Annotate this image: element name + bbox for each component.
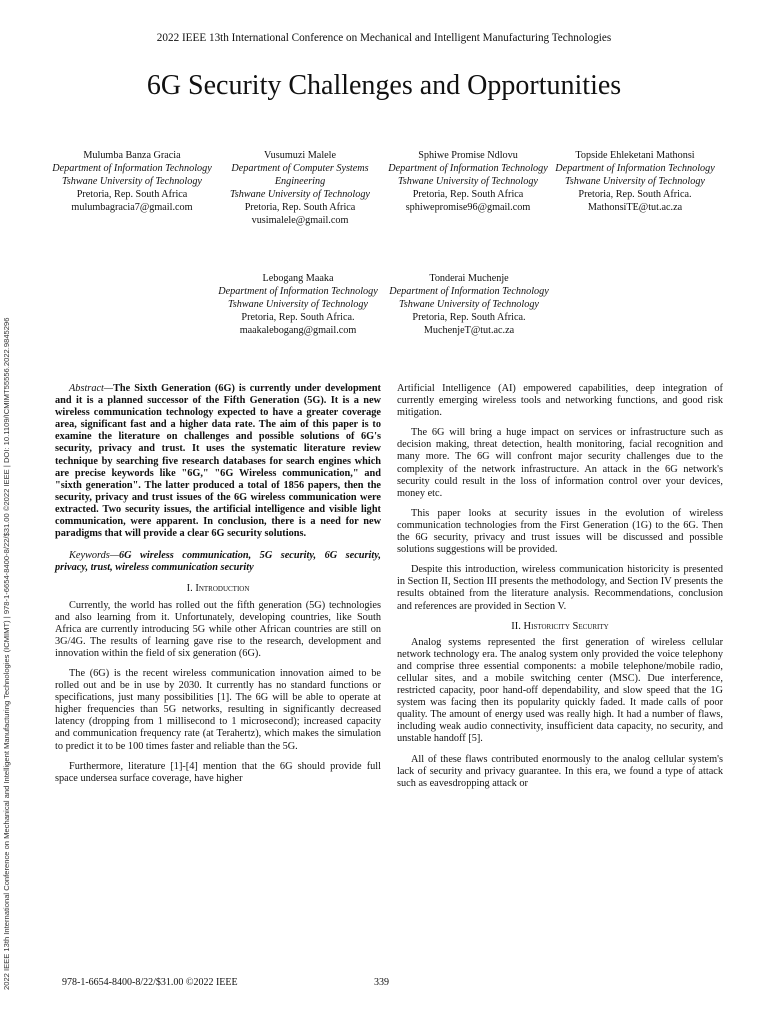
keywords-label: Keywords—: [69, 550, 119, 562]
left-column: [55, 383, 381, 793]
author-city: Pretoria, Rep. South Africa: [412, 189, 524, 200]
author-city: Pretoria, Rep. South Africa.: [578, 189, 692, 200]
side-doi-text: 2022 IEEE 13th International Conference on Mechanical and Intelligent Manufacturing Technologies (ICMIMT) | 978-1-6654-8400-8/22/$31.00 ©2022 IEEE | DOI: 10.1109/ICMIMT55556.2022.9845296: [2, 317, 11, 990]
paragraph: Despite this introduction, wireless communication historicity is presented in Section II, Section III presents the methodology, and Section IV presents the results obtained from the literature analysis. Recommendations, conclusion and references are provided in Section V.: [397, 564, 723, 612]
keywords: [55, 550, 381, 574]
author-city: Pretoria, Rep. South Africa.: [412, 312, 526, 323]
author-name: Sphiwe Promise Ndlovu: [418, 150, 518, 161]
author-email: vusimalele@gmail.com: [251, 215, 349, 226]
author-block: [213, 272, 383, 337]
page-number: 339: [374, 977, 389, 988]
paragraph: Artificial Intelligence (AI) empowered capabilities, deep integration of currently emerging wireless tools and networking functions, and good risk mitigation.: [397, 383, 723, 419]
paragraph: Analog systems represented the first generation of wireless cellular network technology era. The analog system only provided the voice telephony and comprise three essential components: a mobile telephone/mobile radio, cellular sites, and a mobile switching center (MSC). Due interference, restricted capacity, poor hand-off dependability, and slow speed that the 1G system was facing then its popularity quickly faded. It made calls of poor quality. The amount of energy used was really high. It had a number of flaws, including weak audio connectivity, insufficient data capacity, no security, and unstable handoff [5].: [397, 636, 723, 745]
conference-header: 2022 IEEE 13th International Conference on Mechanical and Intelligent Manufacturing Technologies: [156, 32, 612, 44]
paragraph: This paper looks at security issues in the evolution of wireless communication technologies from the First Generation (1G) to the 6G. Then the 6G security, privacy and trust issues will be discussed and possible solutions suggestions will be provided.: [397, 507, 723, 556]
author-block: [383, 149, 553, 214]
paragraph: Furthermore, literature [1]-[4] mention that the 6G should provide full space undersea surface coverage, have higher: [55, 760, 381, 784]
author-block: [215, 149, 385, 227]
paragraph: All of these flaws contributed enormously to the analog cellular system's lack of security and privacy guarantee. In this era, we found a type of attack such as eavesdropping attack or: [397, 753, 723, 789]
author-email: mulumbagracia7@gmail.com: [71, 202, 193, 213]
author-email: MuchenjeT@tut.ac.za: [423, 325, 515, 336]
author-dept: Department of Information Technology: [388, 163, 548, 174]
author-university: Tshwane University of Technology: [398, 176, 538, 187]
author-university: Tshwane University of Technology: [62, 176, 202, 187]
author-city: Pretoria, Rep. South Africa: [244, 202, 356, 213]
author-dept: Department of Information Technology: [52, 163, 212, 174]
author-university: Tshwane University of Technology: [230, 189, 370, 200]
author-block: [550, 149, 720, 214]
paragraph: Currently, the world has rolled out the fifth generation (5G) technologies and also learning from it. Unfortunately, developing countries, like South Africa are currently introducing 5G while other African countries are still on 3G/4G. The results of learning gave rise to the research, development and innovation within the field of six generation (6G).: [55, 599, 381, 659]
paper-title: 6G Security Challenges and Opportunities: [146, 70, 622, 101]
author-block: [384, 272, 554, 337]
right-column: [397, 383, 723, 798]
author-block: [47, 149, 217, 214]
author-city: Pretoria, Rep. South Africa: [76, 189, 188, 200]
author-university: Tshwane University of Technology: [228, 299, 368, 310]
author-dept: Department of Information Technology: [218, 286, 378, 297]
footer-isbn: 978-1-6654-8400-8/22/$31.00 ©2022 IEEE: [62, 977, 238, 988]
abstract-text: The Sixth Generation (6G) is currently under development and it is a planned successor of the Fifth Generation (5G). It is a new wireless communication technology expected to have a greater coverage area, significant fast and a higher data rate. The aim of this paper is to examine the literature on challenges and possible solutions of 6G's security, privacy and trust. It uses the systematic literature review technique by searching five research databases for search engines which are precise keywords like "6G," "6G Wireless communication," and "sixth generation". The latter produced a total of 1856 papers, then the security, privacy and trust issues of the 6G wireless communication were extracted. Two security issues, the artificial intelligence and visible light communication, were apparent. In conclusion, there is a need for new paradigms that will provide a clear 6G security solutions.: [55, 383, 381, 540]
author-name: Lebogang Maaka: [262, 273, 334, 284]
author-city: Pretoria, Rep. South Africa.: [241, 312, 355, 323]
author-university: Tshwane University of Technology: [399, 299, 539, 310]
author-email: sphiwepromise96@gmail.com: [405, 202, 531, 213]
author-name: Vusumuzi Malele: [263, 150, 337, 161]
author-dept: Department of Information Technology: [389, 286, 549, 297]
paragraph: The (6G) is the recent wireless communication innovation aimed to be rolled out and be in use by 2030. It currently has no standard functions or specifications, just many possibilities [1]. The 6G will be able to operate at higher frequencies than 5G networks, resulting in significantly decreased latency (dropping from 1 millisecond to 1 microsecond); increased capacity and communication frequency rate (at Terahertz), which makes the simulation to predict it to be 100 times faster and reliable than the 5G.: [55, 667, 381, 752]
section-heading-introduction: I. Introduction: [186, 583, 250, 595]
paragraph: The 6G will bring a huge impact on services or infrastructure such as decision making, threat detection, health monitoring, facial recognition and many more. The 6G will confront major security challenges due to the complexity of the network infrastructure. An attack in the 6G network's security could result in the loss of information control over your devices, money etc.: [397, 427, 723, 499]
keywords-text: 6G wireless communication, 5G security, 6G security, privacy, trust, wireless communication security: [55, 550, 381, 574]
author-email: MathonsiTE@tut.ac.za: [587, 202, 683, 213]
author-name: Topside Ehleketani Mathonsi: [575, 150, 695, 161]
author-name: Tonderai Muchenje: [429, 273, 509, 284]
abstract: [55, 383, 381, 540]
abstract-label: Abstract—: [69, 383, 114, 394]
author-name: Mulumba Banza Gracia: [83, 150, 181, 161]
author-dept: Department of Information Technology: [555, 163, 715, 174]
author-university: Tshwane University of Technology: [565, 176, 705, 187]
author-dept: Department of Computer Systems Engineering: [231, 163, 369, 187]
section-heading-historicity: II. Historicity Security: [511, 620, 609, 632]
author-email: maakalebogang@gmail.com: [239, 325, 357, 336]
